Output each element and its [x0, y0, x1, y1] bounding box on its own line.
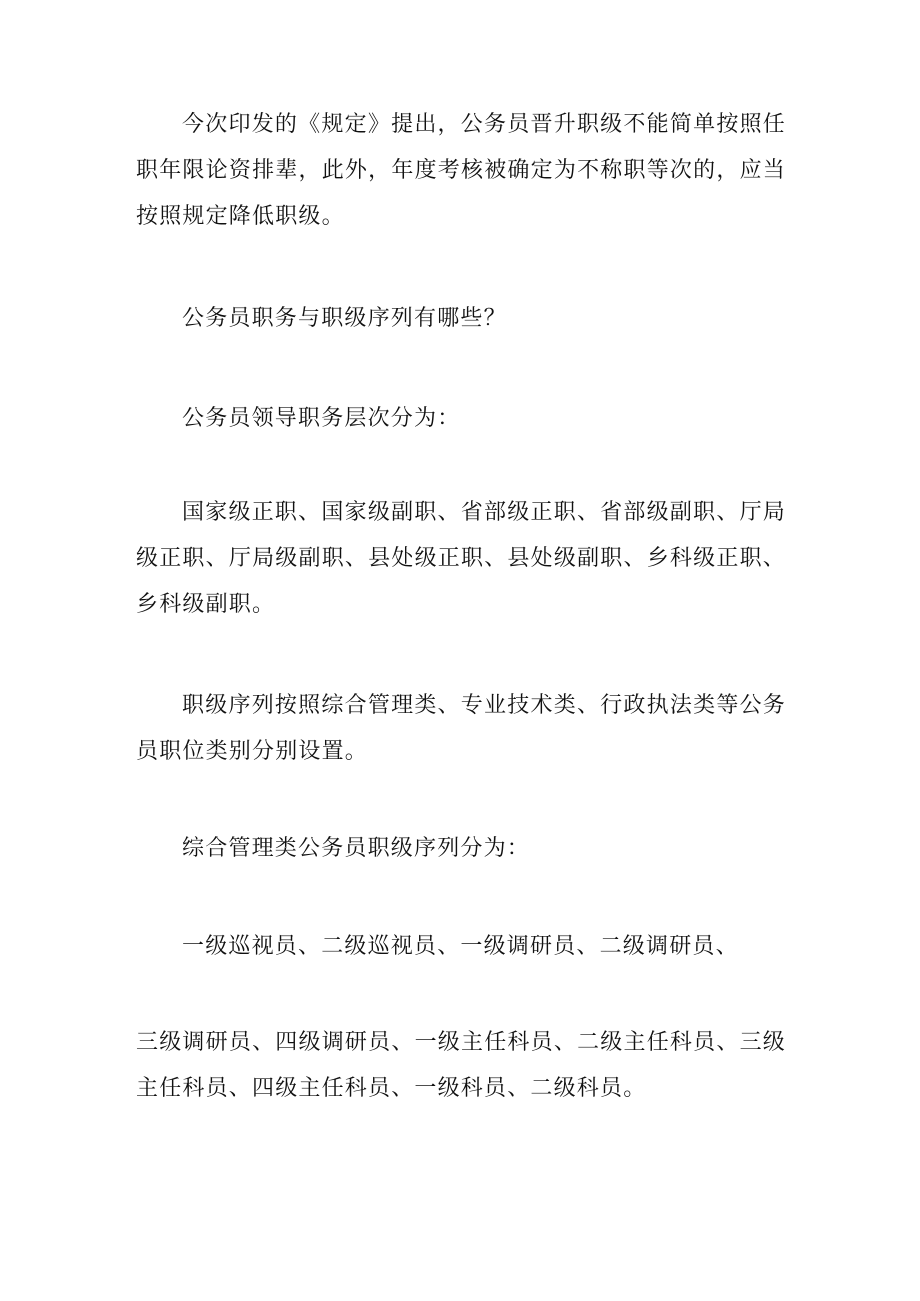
paragraph-rank-list-part1: 一级巡视员、二级巡视员、一级调研员、二级调研员、 [182, 934, 739, 959]
paragraph-leadership-levels-list: 国家级正职、国家级副职、省部级正职、省部级副职、厅局级正职、厅局级副职、县处级正职、县处级副职、乡科级正职、乡科级副职。 [136, 500, 786, 617]
paragraph-leadership-levels-intro: 公务员领导职务层次分为： [182, 406, 461, 431]
paragraph-rank-sequence-categories: 职级序列按照综合管理类、专业技术类、行政执法类等公务员职位类别分别设置。 [136, 693, 786, 764]
paragraph-general-management-intro: 综合管理类公务员职级序列分为： [182, 836, 531, 861]
paragraph-regulation-summary: 今次印发的《规定》提出，公务员晋升职级不能简单按照任职年限论资排辈，此外，年度考核被确定为不称职等次的，应当按照规定降低职级。 [136, 112, 786, 229]
paragraph-rank-list-part2: 三级调研员、四级调研员、一级主任科员、二级主任科员、三级主任科员、四级主任科员、一级科员、二级科员。 [136, 1030, 786, 1101]
paragraph-question-heading: 公务员职务与职级序列有哪些？ [182, 306, 507, 331]
